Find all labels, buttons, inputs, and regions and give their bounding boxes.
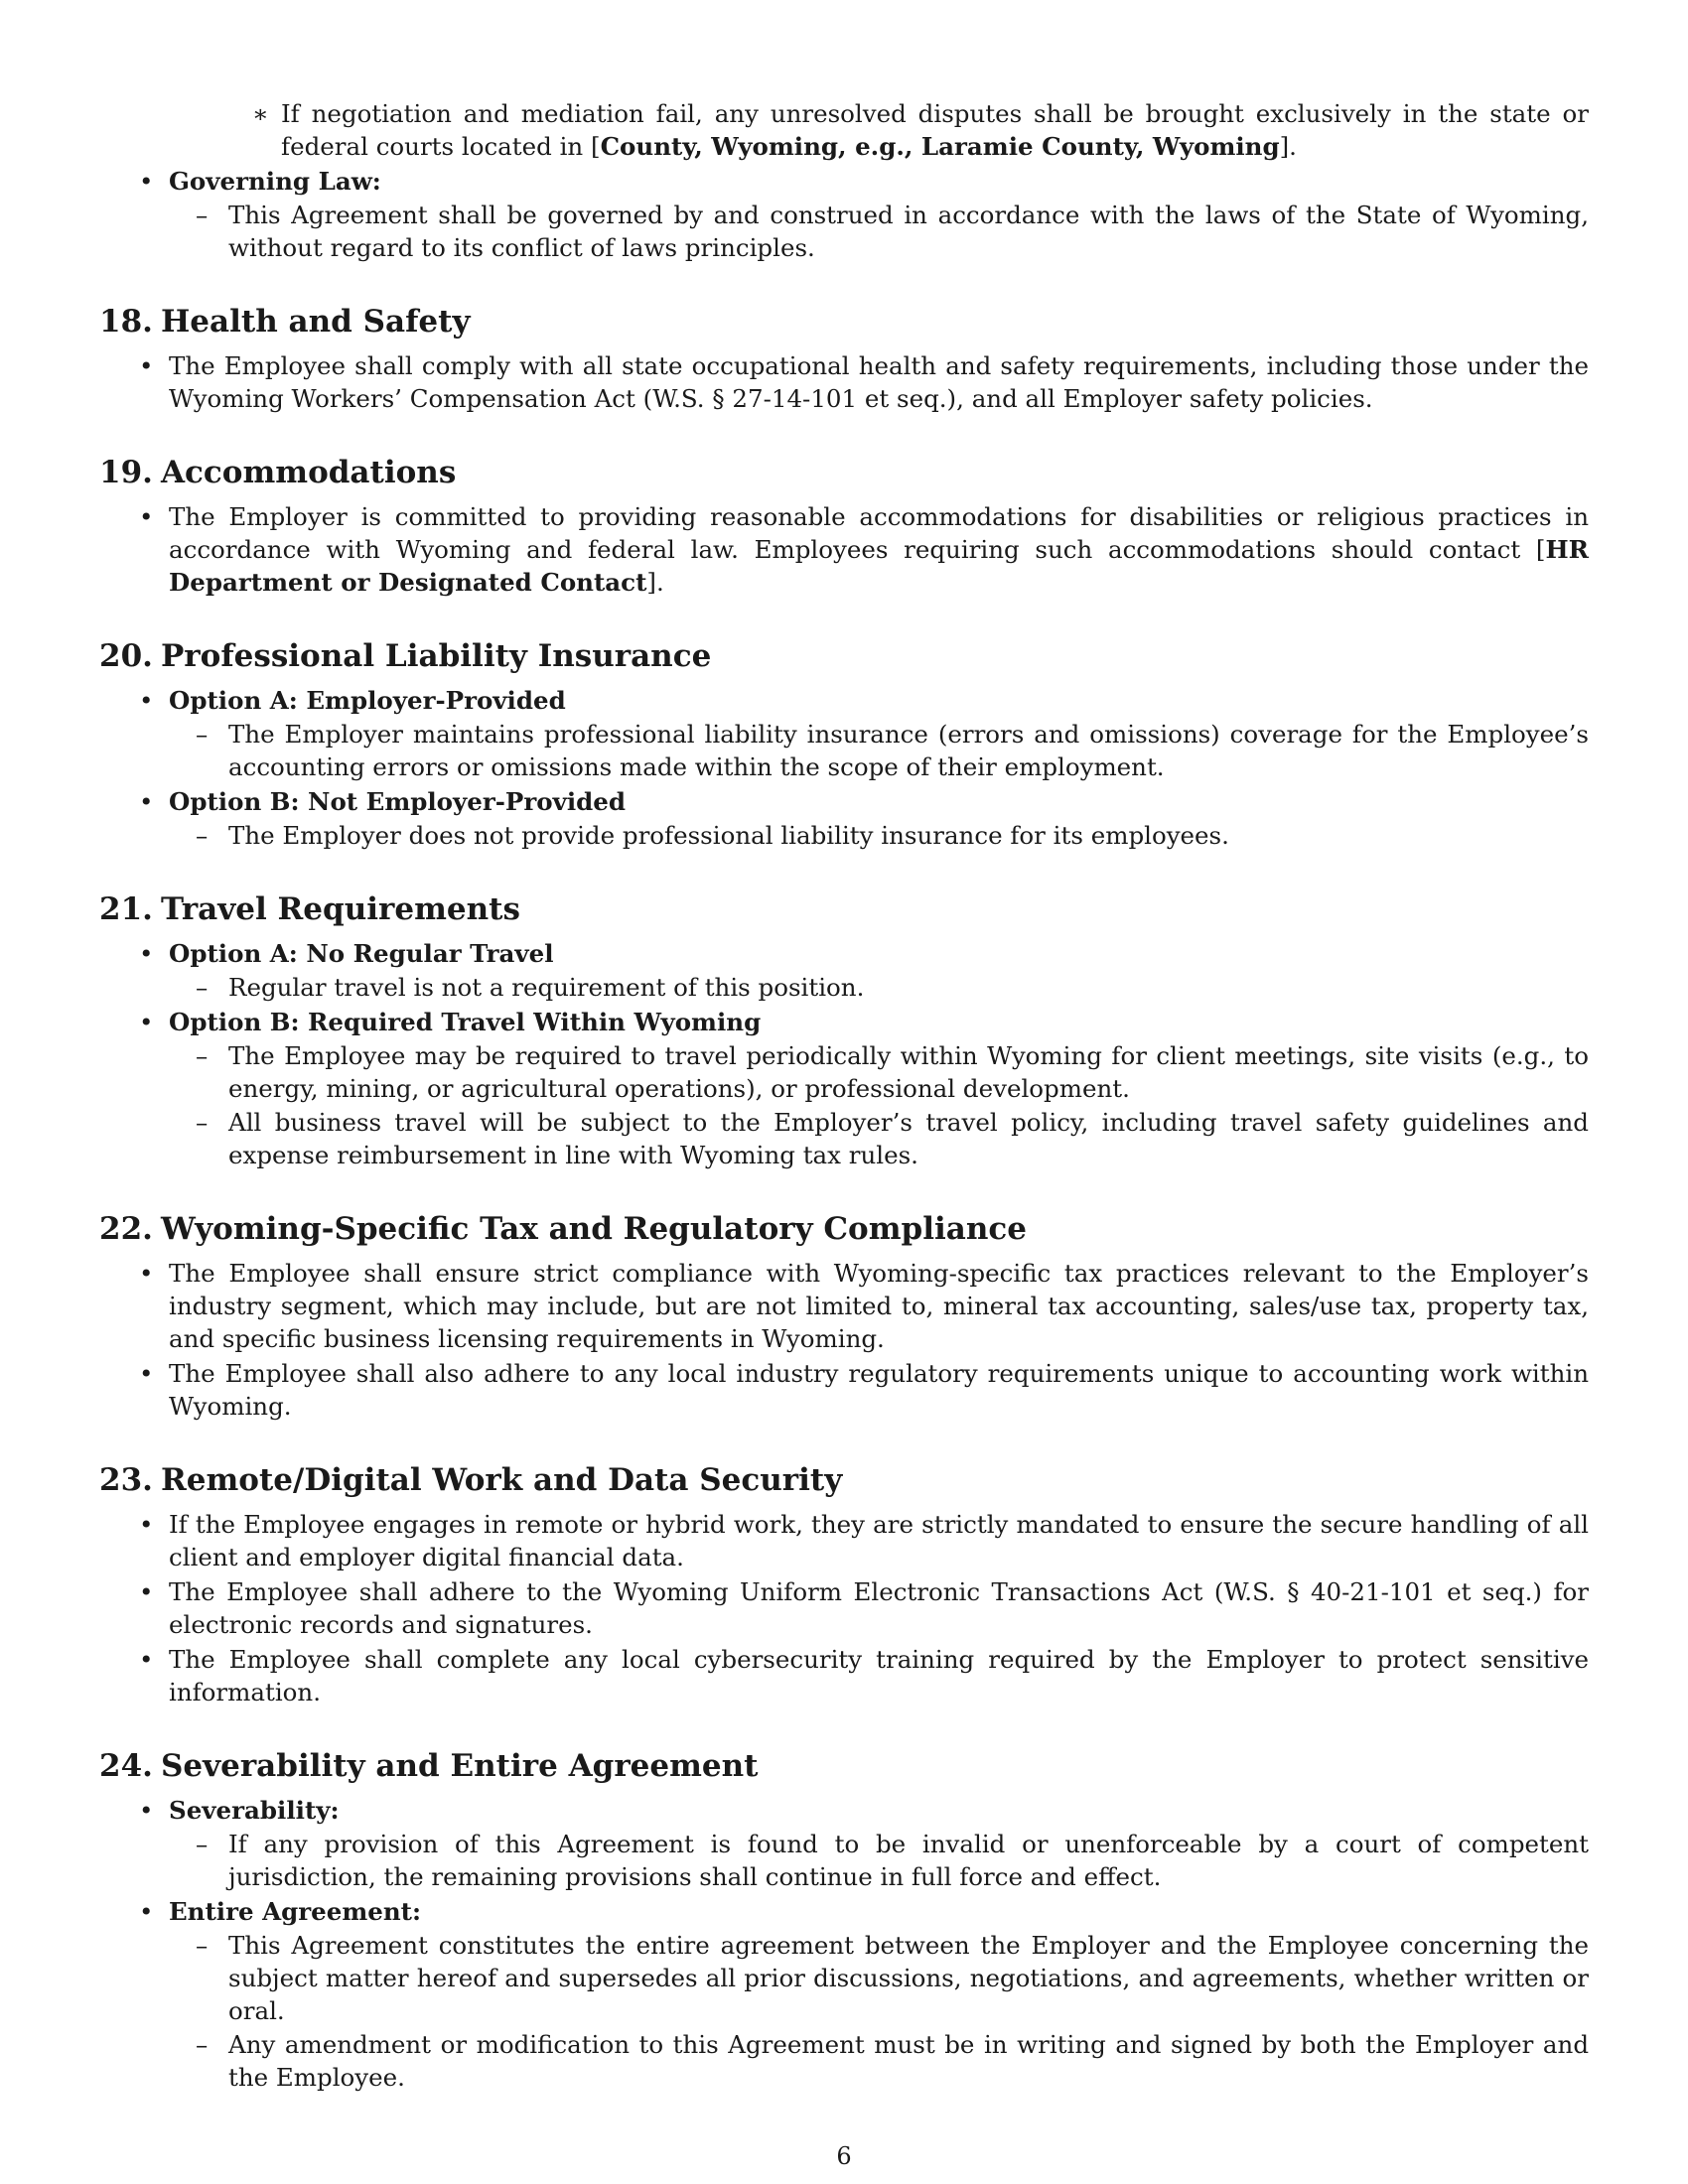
dash-bullet-icon: – [196,201,209,229]
dash-bullet-icon: – [196,1108,209,1137]
document-page [99,97,1589,2094]
section-heading-20: 20. Professional Liability Insurance [99,638,712,674]
disputes-subitem: ∗ If negotiation and mediation fail, any unresolved disputes shall be brought exclusively in the state or federal courts located in [County, Wyoming, e.g., Laramie County, Wyoming]. [252,99,1589,161]
bullet-icon: • [139,351,154,380]
section-heading-18: 18. Health and Safety [99,304,471,340]
option-b-label: • Option B: Not Employer-Provided [139,787,626,816]
bullet-icon: • [139,1577,154,1606]
section-heading-24: 24. Severability and Entire Agreement [99,1748,759,1784]
dash-bullet-icon: – [196,1041,209,1070]
bullet-icon: • [139,1510,154,1539]
list-subitem: – All business travel will be subject to the Employer’s travel policy, including travel safety guidelines and expense reimbursement in line with Wyoming tax rules. [196,1108,1589,1169]
list-item: • The Employee shall comply with all state occupational health and safety requirements, including those under the Wyoming Workers’ Compensation Act (W.S. § 27-14-101 et seq.), and all Employer safety policies. [139,351,1589,413]
bullet-icon: • [139,686,154,715]
dash-bullet-icon: – [196,821,209,850]
bullet-icon: • [139,939,154,968]
section-heading-22: 22. Wyoming-Specific Tax and Regulatory Compliance [99,1211,1027,1247]
option-a-label: • Option A: No Regular Travel [139,939,554,968]
list-item: • The Employee shall ensure strict compliance with Wyoming-specific tax practices relevant to the Employer’s industry segment, which may include, but are not limited to, mineral tax accounting, sales/use tax, property tax, and specific business licensing requirements in Wyoming. [139,1259,1589,1353]
option-b-label: • Option B: Required Travel Within Wyoming [139,1008,762,1036]
option-a-label: • Option A: Employer-Provided [139,686,566,715]
list-subitem: – Regular travel is not a requirement of this position. [196,973,865,1002]
dash-bullet-icon: – [196,1931,209,1960]
list-item: • The Employee shall adhere to the Wyoming Uniform Electronic Transactions Act (W.S. § 40-21-101 et seq.) for electronic records and signatures. [139,1577,1589,1639]
list-item: • The Employee shall complete any local cybersecurity training required by the Employer to protect sensitive information. [139,1645,1589,1706]
list-item: • The Employee shall also adhere to any local industry regulatory requirements unique to accounting work within Wyoming. [139,1359,1589,1421]
section-heading-21: 21. Travel Requirements [99,891,520,927]
bullet-icon: • [139,167,154,196]
list-subitem: – Any amendment or modification to this Agreement must be in writing and signed by both the Employer and the Employee. [196,2030,1589,2092]
bullet-icon: • [139,1008,154,1036]
entire-agreement-label: • Entire Agreement: [139,1897,422,1926]
bullet-icon: • [139,1259,154,1288]
dash-bullet-icon: – [196,720,209,749]
bullet-icon: • [139,1645,154,1674]
bullet-icon: • [139,502,154,531]
bullet-icon: • [139,1359,154,1388]
list-item: • If the Employee engages in remote or hybrid work, they are strictly mandated to ensure the secure handling of all client and employer digital financial data. [139,1510,1589,1571]
bullet-icon: • [139,1897,154,1926]
bullet-icon: • [139,787,154,816]
list-subitem: – The Employee may be required to travel periodically within Wyoming for client meetings, site visits (e.g., to energy, mining, or agricultural operations), or professional development. [196,1041,1589,1103]
list-subitem: – This Agreement constitutes the entire agreement between the Employer and the Employee concerning the subject matter hereof and supersedes all prior discussions, negotiations, and agreements, whether written or oral. [196,1931,1589,2025]
dash-bullet-icon: – [196,2030,209,2059]
page-number: 6 [836,2142,852,2170]
list-subitem: – The Employer does not provide professional liability insurance for its employees. [196,821,1229,850]
severability-label: • Severability: [139,1796,340,1825]
dash-bullet-icon: – [196,1830,209,1858]
dash-bullet-icon: – [196,973,209,1002]
governing-law-text: – This Agreement shall be governed by and construed in accordance with the laws of the State of Wyoming, without regard to its conflict of laws principles. [196,201,1589,262]
section-heading-19: 19. Accommodations [99,455,457,490]
bullet-icon: • [139,1796,154,1825]
list-subitem: – The Employer maintains professional liability insurance (errors and omissions) coverage for the Employee’s accounting errors or omissions made within the scope of their employment. [196,720,1589,781]
section-heading-23: 23. Remote/Digital Work and Data Security [99,1462,843,1498]
asterisk-bullet-icon: ∗ [252,99,269,128]
governing-law-item: • Governing Law: [139,167,381,196]
list-item: • The Employer is committed to providing reasonable accommodations for disabilities or religious practices in accordance with Wyoming and federal law. Employees requiring such accommodations should contact [HR Department or Designated Contact]. [139,502,1589,597]
list-subitem: – If any provision of this Agreement is found to be invalid or unenforceable by a court of competent jurisdiction, the remaining provisions shall continue in full force and effect. [196,1830,1589,1891]
